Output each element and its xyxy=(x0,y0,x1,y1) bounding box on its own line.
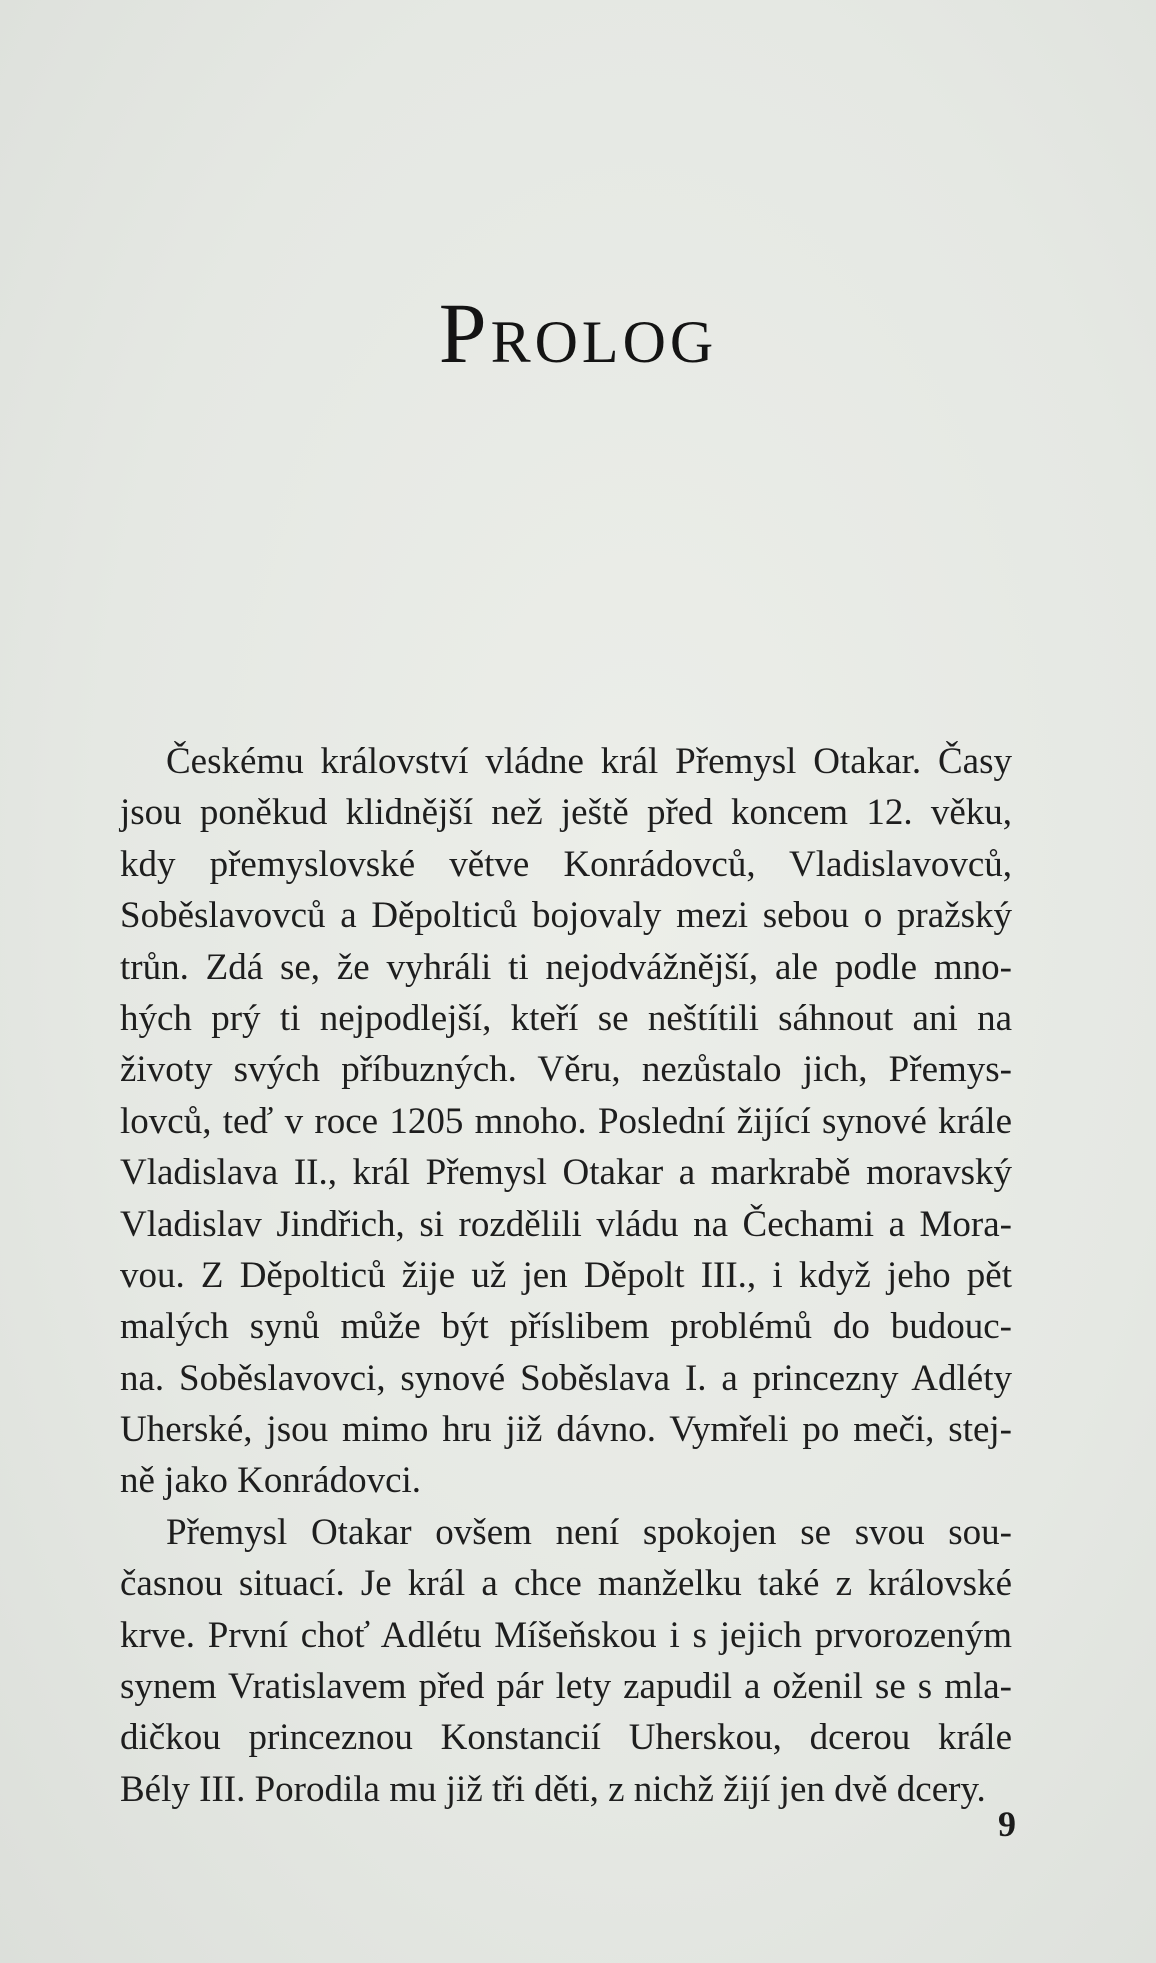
paragraph-1 xyxy=(120,736,1012,1507)
paragraph-2 xyxy=(120,1507,1012,1815)
text-line: Soběslavovců a Děpolticů bojovaly mezi sebou o pražský xyxy=(120,895,1012,937)
text-line: Bély III. Porodila mu již tři děti, z nichž žijí jen dvě dcery. xyxy=(120,1768,986,1810)
text-line: vou. Z Děpolticů žije už jen Děpolt III., i když jeho pět xyxy=(120,1254,1012,1296)
chapter-title: Prolog xyxy=(438,285,718,381)
text-line: Vladislav Jindřich, si rozdělili vládu na Čechami a Mora- xyxy=(120,1203,1012,1245)
text-line: trůn. Zdá se, že vyhráli ti nejodvážnější, ale podle mno- xyxy=(120,946,1012,988)
text-line: hých prý ti nejpodlejší, kteří se neštítili sáhnout ani na xyxy=(120,997,1012,1039)
text-line: Uherské, jsou mimo hru již dávno. Vymřeli po meči, stej- xyxy=(120,1409,1012,1451)
text-line: na. Soběslavovci, synové Soběslava I. a princezny Adléty xyxy=(120,1357,1012,1399)
text-line: synem Vratislavem před pár lety zapudil a oženil se s mla- xyxy=(120,1666,1012,1708)
body-text xyxy=(120,736,1012,1815)
text-line: malých synů může být příslibem problémů do budouc- xyxy=(120,1306,1012,1348)
text-line: Českému království vládne král Přemysl Otakar. Časy xyxy=(166,741,1012,782)
text-line: kdy přemyslovské větve Konrádovců, Vladislavovců, xyxy=(120,843,1012,885)
text-line: ně jako Konrádovci. xyxy=(120,1460,422,1502)
text-line: lovců, teď v roce 1205 mnoho. Poslední žijící synové krále xyxy=(120,1100,1012,1142)
text-line: Přemysl Otakar ovšem není spokojen se svou sou- xyxy=(166,1511,1012,1553)
text-line: životy svých příbuzných. Věru, nezůstalo jich, Přemys- xyxy=(120,1049,1012,1091)
text-line: jsou poněkud klidnější než ještě před koncem 12. věku, xyxy=(120,792,1012,834)
text-line: krve. První choť Adlétu Míšeňskou i s jejich prvorozeným xyxy=(120,1614,1012,1656)
text-line: dičkou princeznou Konstancií Uherskou, dcerou krále xyxy=(120,1717,1012,1759)
page-number: 9 xyxy=(998,1804,1016,1844)
text-line: časnou situací. Je král a chce manželku také z královské xyxy=(120,1563,1012,1605)
text-line: Vladislava II., král Přemysl Otakar a markrabě moravský xyxy=(120,1152,1012,1194)
